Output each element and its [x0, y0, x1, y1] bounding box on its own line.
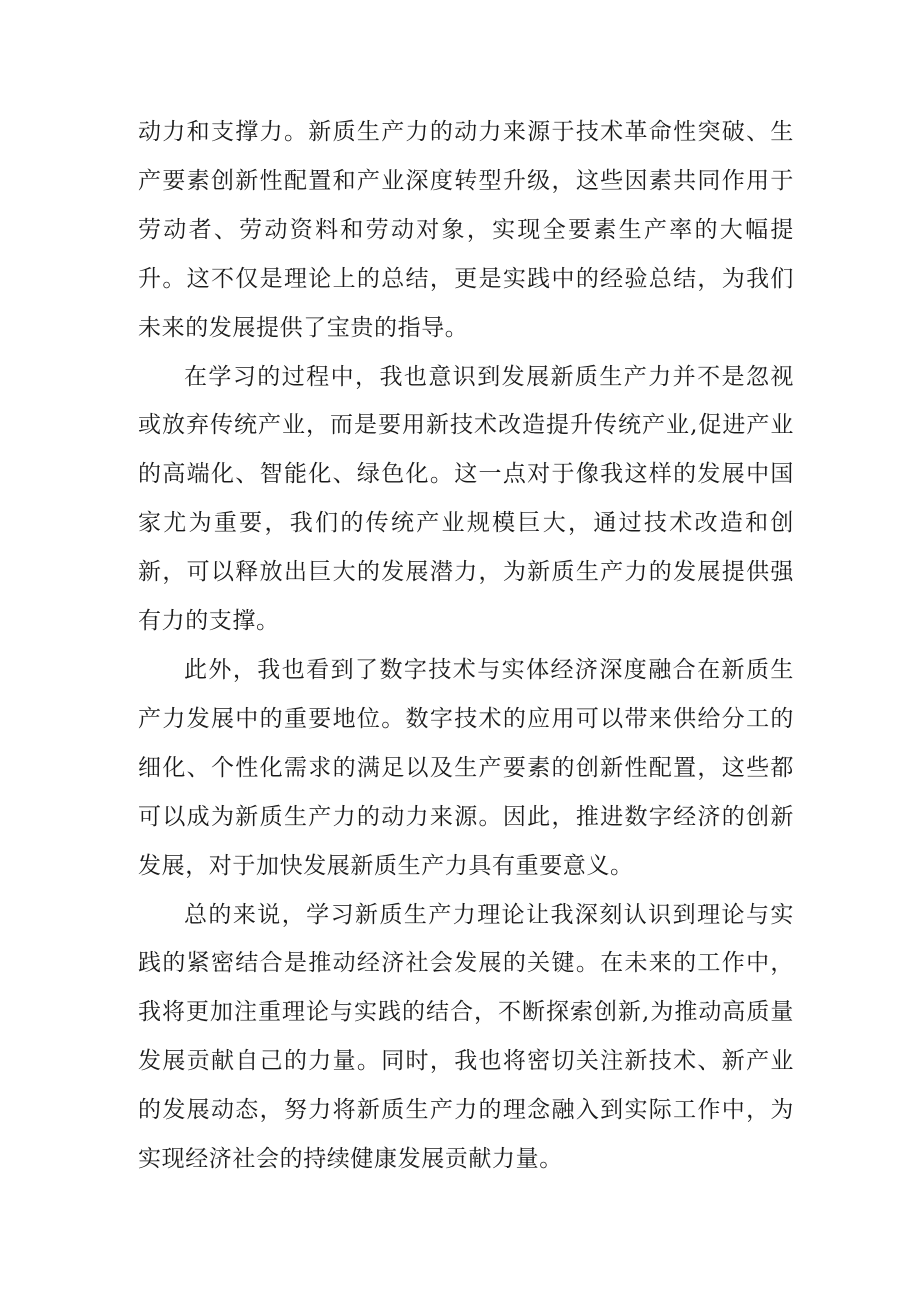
- paragraph-conclusion: 总的来说，学习新质生产力理论让我深刻认识到理论与实践的紧密结合是推动经济社会发展的关键。在未来的工作中，我将更加注重理论与实践的结合，不断探索创新,为推动高质量发展贡献自己的力量。同时，我也将密切关注新技术、新产业的发展动态，努力将新质生产力的理念融入到实际工作中，为实现经济社会的持续健康发展贡献力量。: [138, 901, 794, 1173]
- document-body: [138, 108, 794, 1184]
- paragraph-traditional-industry: 在学习的过程中，我也意识到发展新质生产力并不是忽视或放弃传统产业，而是要用新技术改造提升传统产业,促进产业的高端化、智能化、绿色化。这一点对于像我这样的发展中国家尤为重要，我们的传统产业规模巨大，通过技术改造和创新，可以释放出巨大的发展潜力，为新质生产力的发展提供强有力的支撑。: [138, 363, 794, 635]
- paragraph-digital-economy: 此外，我也看到了数字技术与实体经济深度融合在新质生产力发展中的重要地位。数字技术的应用可以带来供给分工的细化、个性化需求的满足以及生产要素的创新性配置，这些都可以成为新质生产力的动力来源。因此，推进数字经济的创新发展，对于加快发展新质生产力具有重要意义。: [138, 656, 794, 879]
- paragraph-continued: 动力和支撑力。新质生产力的动力来源于技术革命性突破、生产要素创新性配置和产业深度转型升级，这些因素共同作用于劳动者、劳动资料和劳动对象，实现全要素生产率的大幅提升。这不仅是理论上的总结，更是实践中的经验总结，为我们未来的发展提供了宝贵的指导。: [138, 119, 794, 341]
